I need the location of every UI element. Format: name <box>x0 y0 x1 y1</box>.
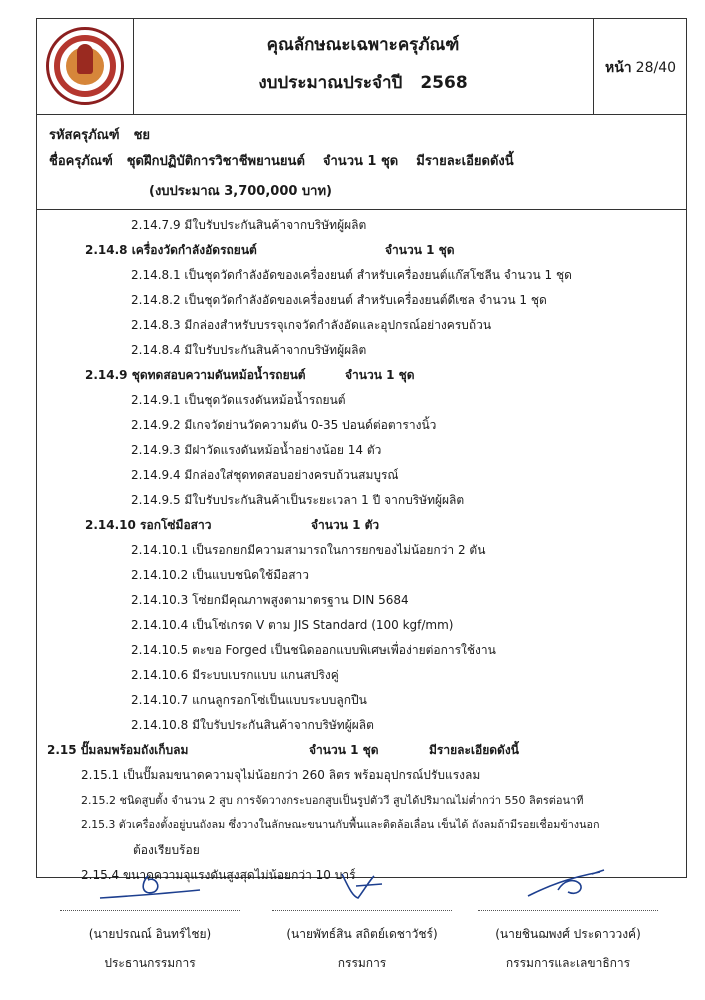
item-detail: มีรายละเอียดดังนี้ <box>416 154 514 169</box>
spec-heading: 2.15 ปั๊มลมพร้อมถังเก็บลม จำนวน 1 ชุด มีรายละเอียดดังนี้ <box>47 743 519 757</box>
item-name-label: ชื่อครุภัณฑ์ <box>49 154 113 169</box>
spec-line: 2.14.10.5 ตะขอ Forged เป็นชนิดออกแบบพิเศษเพื่อง่ายต่อการใช้งาน <box>131 643 496 657</box>
spec-line: 2.14.9.3 มีฝาวัดแรงดันหม้อน้ำอย่างน้อย 14 ตัว <box>131 443 382 457</box>
item-code-label: รหัสครุภัณฑ์ <box>49 128 120 143</box>
signature-icon <box>262 884 462 910</box>
signatory-role: ประธานกรรมการ <box>104 956 196 970</box>
signatory-name: (นายปรณณ์ อินทร์ไชย) <box>88 927 212 941</box>
spec-line: 2.14.10.8 มีใบรับประกันสินค้าจากบริษัทผู้ผลิต <box>131 718 374 732</box>
spec-line: 2.14.9.4 มีกล่องใส่ชุดทดสอบอย่างครบถ้วนสมบูรณ์ <box>131 468 399 482</box>
spec-line: 2.14.10.6 มีระบบเบรกแบบ แกนสปริงคู่ <box>131 668 339 682</box>
spec-line: 2.15.3 ตัวเครื่องตั้งอยู่บนถังลม ซึ่งวางในลักษณะขนานกับพื้นและติดล้อเลื่อน เข็นได้ ถังลมถ้ามีรอยเชื่อมข้างนอก <box>81 818 600 831</box>
spec-line: 2.14.10.7 แกนลูกรอกโซ่เป็นแบบระบบลูกปืน <box>131 693 367 707</box>
page-label: หน้า <box>604 60 632 76</box>
spec-line: 2.14.9.2 มีเกจวัดย่านวัดความดัน 0-35 ปอนด์ต่อตารางนิ้ว <box>131 418 437 432</box>
spec-line: 2.14.10.1 เป็นรอกยกมีความสามารถในการยกของไม่น้อยกว่า 2 ตัน <box>131 543 486 557</box>
signature-block <box>50 884 250 973</box>
spec-line: 2.14.10.3 โซ่ยกมีคุณภาพสูงตามาตรฐาน DIN 5684 <box>131 593 409 607</box>
document-header <box>37 19 686 115</box>
spec-line: 2.14.9.1 เป็นชุดวัดแรงดันหม้อน้ำรถยนต์ <box>131 393 346 407</box>
vocational-education-seal-icon <box>46 27 124 105</box>
spec-line-continued: ต้องเรียบร้อย <box>133 843 200 857</box>
signatory-role: กรรมการ <box>337 956 387 970</box>
item-info-band <box>37 114 686 210</box>
page-number-cell <box>593 19 688 114</box>
item-budget: (งบประมาณ 3,700,000 บาท) <box>149 184 332 199</box>
budget-year-line <box>133 69 593 96</box>
spec-line: 2.14.8.2 เป็นชุดวัดกำลังอัดของเครื่องยนต์ สำหรับเครื่องยนต์ดีเซล จำนวน 1 ชุด <box>131 293 547 307</box>
spec-line: 2.14.8.4 มีใบรับประกันสินค้าจากบริษัทผู้ผลิต <box>131 343 367 357</box>
title-cell <box>133 19 594 114</box>
signatory-name: (นายชินฌพงศ์ ประดาววงค์) <box>495 927 641 941</box>
spec-line: 2.14.7.9 มีใบรับประกันสินค้าจากบริษัทผู้ผลิต <box>131 218 367 232</box>
item-name-row <box>49 150 514 171</box>
signature-icon <box>468 884 668 910</box>
item-code-value: ชย <box>133 128 151 143</box>
spec-line: 2.14.9.5 มีใบรับประกันสินค้าเป็นระยะเวลา 1 ปี จากบริษัทผู้ผลิต <box>131 493 465 507</box>
logo-cell <box>37 19 134 114</box>
spec-line: 2.14.8.3 มีกล่องสำหรับบรรจุเกจวัดกำลังอัดและอุปกรณ์อย่างครบถ้วน <box>131 318 492 332</box>
item-qty: จำนวน 1 ชุด <box>322 154 399 169</box>
spec-line: 2.14.8.1 เป็นชุดวัดกำลังอัดของเครื่องยนต์ สำหรับเครื่องยนต์แก๊สโซลีน จำนวน 1 ชุด <box>131 268 572 282</box>
spec-heading: 2.14.9 ชุดทดสอบความดันหม้อน้ำรถยนต์ จำนวน 1 ชุด <box>85 368 415 382</box>
spec-heading: 2.14.10 รอกโซ่มือสาว จำนวน 1 ตัว <box>85 518 380 532</box>
spec-heading: 2.14.8 เครื่องวัดกำลังอัดรถยนต์ จำนวน 1 ชุด <box>85 243 455 257</box>
signature-block <box>468 884 668 973</box>
spec-line: 2.15.4 ขนาดความจุแรงดันสูงสุดไม่น้อยกว่า 10 บาร์ <box>81 868 356 882</box>
signature-icon <box>50 884 250 910</box>
spec-line: 2.14.10.2 เป็นแบบชนิดใช้มือสาว <box>131 568 310 582</box>
signatory-role: กรรมการและเลขาธิการ <box>505 956 631 970</box>
spec-line: 2.15.1 เป็นปั๊มลมขนาดความจุไม่น้อยกว่า 260 ลิตร พร้อมอุปกรณ์ปรับแรงลม <box>81 768 481 782</box>
document-title: คุณลักษณะเฉพาะครุภัณฑ์ <box>266 35 460 55</box>
spec-line: 2.14.10.4 เป็นโซ่เกรด V ตาม JIS Standard (100 kgf/mm) <box>131 618 454 632</box>
spec-line: 2.15.2 ชนิดสูบตั้ง จำนวน 2 สูบ การจัดวางกระบอกสูบเป็นรูปตัววี สูบได้ปริมาณไม่ต่ำกว่า 550 ลิตรต่อนาที <box>81 794 584 807</box>
spec-page-frame <box>36 18 687 882</box>
budget-year-label: งบประมาณประจำปี <box>258 73 403 93</box>
page-number <box>593 57 688 79</box>
item-name-value: ชุดฝึกปฏิบัติการวิชาชีพยานยนต์ <box>126 154 305 169</box>
signature-block <box>262 884 462 973</box>
page-value: 28/40 <box>635 60 677 76</box>
signatory-name: (นายพัทธ์สิน สถิตย์เดชาวัชร์) <box>286 927 438 941</box>
budget-year-value: 2568 <box>420 73 468 93</box>
item-code-row <box>49 124 150 145</box>
